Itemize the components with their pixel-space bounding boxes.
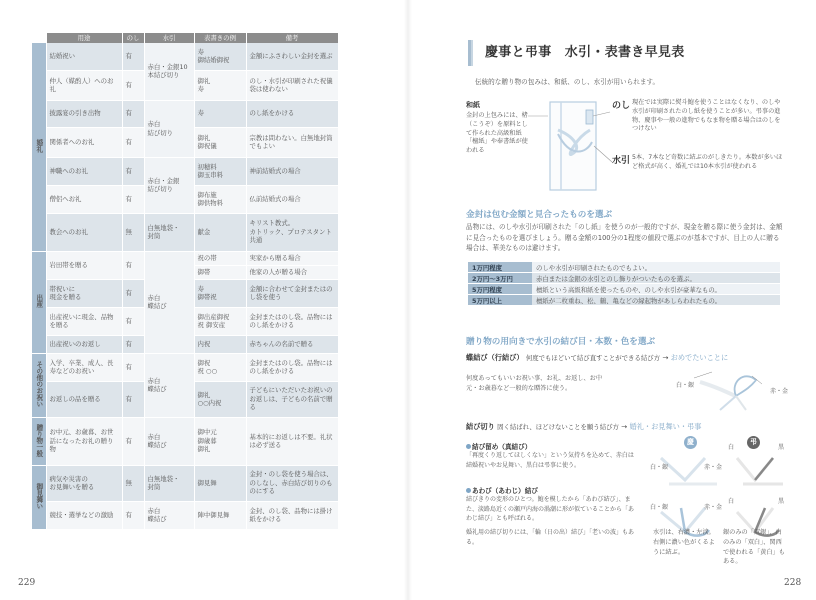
musubikiri-heading [466, 422, 701, 432]
musubitome-title: 結び留め（真結び） [472, 443, 532, 451]
cell-noshi: 有 [122, 43, 144, 70]
color-variant-note: 銀のみの「双銀」、白のみの「双白」、関西で使われる「黄白」もある。 [723, 529, 785, 566]
chouchou-usage: おめでたいことに [670, 353, 729, 362]
cell-noshi: 有 [122, 279, 144, 307]
cell-use: 入学、卒業、成人、長寿などのお祝い [46, 353, 122, 381]
price-row [468, 262, 780, 273]
title-accent-bar [468, 40, 473, 66]
price-row [468, 295, 780, 306]
label-white-silver-3: 白・銀 [650, 504, 669, 511]
label-white-1: 白 [728, 444, 735, 451]
noshi-text: 現在では実際に熨斗鮑を使うことはなくなり、のしや水引が印刷されたのし紙を使うことが多い。弔事の進物、慶事や一般の進物でもなま物を贈る場合はのしをつけない [632, 99, 781, 133]
label-white-silver-2: 白・銀 [650, 464, 669, 471]
cell-note: 金封またはのし袋。品物にはのし紙をかける [246, 307, 338, 335]
cell-omote: 御帯 [194, 265, 246, 279]
cell-omote: 祝の帯 [194, 251, 246, 265]
cell-mizuhiki: 赤白 蝶結び [144, 417, 194, 465]
category-sympathy: 御見舞い [32, 465, 46, 529]
mizuhiki-text: 5本、7本など奇数に結ぶのがしきたり。本数が多いほど格式が高く、婚礼では10本水引が使われる [632, 154, 783, 170]
cell-note: 神前結婚式の場合 [246, 157, 338, 185]
price-desc: 檀紙が二枚重ね、松、鶴、亀などの縁起物があしらわれたもの。 [532, 295, 780, 306]
cell-noshi: 有 [122, 353, 144, 381]
bullet-icon [466, 488, 471, 493]
arrow-icon: → [621, 422, 628, 431]
musubitome-heading [466, 441, 531, 451]
cell-use: 仲人（媒酌人）へのお礼 [46, 70, 122, 100]
table-header [32, 33, 338, 43]
page-number-right: 228 [784, 578, 802, 588]
cell-note: のし・水引が印刷された祝儀袋は使わない [246, 70, 338, 100]
chouchou-desc: 何度でもほどいて結び直すことができる結び方 [525, 354, 661, 362]
awabi-text: 結びきりの変形のひとつ。鮑を模したから「あわび結び」、また、淡路島近くの瀬戸内海の渦潮に形が似ていることから「あわじ結び」とも呼ばれる。 [466, 496, 635, 523]
cell-omote: 寿 御帯祝 [194, 279, 246, 307]
section-heading-money: 金封は包む金額と見合ったものを選ぶ [466, 210, 613, 220]
cell-omote: 御出産御祝 祝 御安産 [194, 307, 246, 335]
wedding-knot-text: 婚礼用の結び切りには、「輪（日の出）結び」「老いの波」もある。 [466, 529, 635, 546]
cell-mizuhiki: 赤白 結び切り [144, 100, 194, 157]
cell-noshi: 有 [122, 157, 144, 185]
cell-noshi: 有 [122, 100, 144, 127]
header-note: 備考 [246, 33, 338, 43]
table-row [32, 157, 338, 185]
chouchou-text: 何度あってもいいお祝い事、お礼、お返し、お中元・お歳暮など一般的な贈答に使う。 [466, 375, 603, 392]
cell-note: 金封、のし袋、品物には掛け紙をかける [246, 501, 338, 529]
musubikiri-name: 結び切り [466, 422, 495, 431]
washi-label: 和紙 [466, 101, 480, 109]
price-amount: 5万円程度 [468, 284, 532, 295]
cell-use: 岩田帯を贈る [46, 251, 122, 279]
table-row [32, 465, 338, 501]
cell-noshi: 有 [122, 501, 144, 529]
cell-use: 帯祝いに 現金を贈る [46, 279, 122, 307]
table-row [32, 100, 338, 127]
table-row [32, 43, 338, 70]
cell-omote: 御礼 寿 [194, 70, 246, 100]
cell-omote: 陣中御見舞 [194, 501, 246, 529]
cell-noshi: 有 [122, 70, 144, 100]
cell-omote: 内祝 [194, 335, 246, 353]
cell-use: 神職へのお礼 [46, 157, 122, 185]
cell-mizuhiki: 白無地袋・ 封筒 [144, 465, 194, 501]
mizuhiki-label: 水引 [612, 156, 631, 166]
cell-note: 赤ちゃんの名前で贈る [246, 335, 338, 353]
cell-omote: 初穂料 御玉串料 [194, 157, 246, 185]
cell-noshi: 無 [122, 465, 144, 501]
price-amount: 5万円以上 [468, 295, 532, 306]
kei-badge: 慶 [684, 436, 697, 449]
musubitome-text: 「再度くり返してほしくない」という気持ちを込めて、赤白は結婚祝いやお見舞い、黒白は弔事に使う。 [466, 452, 634, 469]
table-row [32, 213, 338, 251]
label-black-2: 黒 [778, 498, 785, 505]
header-noshi: のし [122, 33, 144, 43]
envelope-illustration [528, 98, 618, 194]
gift-etiquette-table [32, 33, 339, 530]
label-red-gold-1: 赤・金 [770, 388, 789, 395]
cell-omote: 御布施 御供物料 [194, 185, 246, 213]
label-red-gold-3: 赤・金 [704, 504, 723, 511]
musubikiri-desc: 固く結ばれ、ほどけないことを願う結び方 [497, 423, 619, 431]
label-black-1: 黒 [778, 444, 785, 451]
cell-noshi: 有 [122, 307, 144, 335]
bullet-icon [466, 444, 471, 449]
cell-note: キリスト教式。 カトリック、プロテスタント共通 [246, 213, 338, 251]
header-mizuhiki: 水引 [144, 33, 194, 43]
header-omote: 表書きの例 [194, 33, 246, 43]
chouchou-name: 蝶結び（行結び） [466, 353, 524, 362]
label-white-2: 白 [728, 498, 735, 505]
cell-note: 子どもにいただいたお祝いのお返しは、子どもの名前で贈る [246, 381, 338, 417]
cell-noshi: 有 [122, 251, 144, 279]
cell-use: 関係者へのお礼 [46, 127, 122, 157]
cell-noshi: 有 [122, 335, 144, 353]
cell-noshi: 有 [122, 185, 144, 213]
table-row [32, 417, 338, 465]
cell-omote: 御中元 御歳暮 御礼 [194, 417, 246, 465]
header-use: 用途 [46, 33, 122, 43]
cell-note: 仏前結婚式の場合 [246, 185, 338, 213]
cell-mizuhiki: 赤白・金銀10本結び切り [144, 43, 194, 100]
cell-use: お返しの品を贈る [46, 381, 122, 417]
price-row [468, 284, 780, 295]
cell-use: お中元、お歳暮、お世話になったお礼の贈り物 [46, 417, 122, 465]
cell-use: 僧侶へお礼 [46, 185, 122, 213]
noshi-label: のし [612, 101, 631, 111]
price-desc: 檀紙という高級和紙を使ったものや、のしや水引が豪華なもの。 [532, 284, 780, 295]
page-number-left: 229 [18, 578, 36, 588]
cell-note: 金額にふさわしい金封を選ぶ [246, 43, 338, 70]
category-wedding: 婚礼 [32, 43, 46, 251]
price-desc: のしや水引が印刷されたものでもよい。 [532, 262, 780, 273]
awabi-title: あわび（あわじ）結び [472, 487, 538, 495]
table-row [32, 501, 338, 529]
cell-note: 金封・のし袋を使う場合は、のしなし、赤白結び切りのものにする [246, 465, 338, 501]
color-rule-note: 水引は、右濃・左淡。右側に濃い色がくるように結ぶ。 [653, 529, 715, 556]
intro-text: 伝統的な贈り物の包みは、和紙、のし、水引が用いられます。 [475, 78, 660, 86]
price-amount: 1万円程度 [468, 262, 532, 273]
cell-note: 基本的にお返しは不要。礼状は必ず送る [246, 417, 338, 465]
cell-note: のし紙をかける [246, 100, 338, 127]
cell-note: 実家から贈る場合 [246, 251, 338, 265]
category-birth: 出産 [32, 251, 46, 353]
cell-mizuhiki: 赤白・金銀 結び切り [144, 157, 194, 213]
musubikiri-usage: 婚礼・お見舞い・弔事 [629, 422, 702, 431]
cell-use: 出産祝いのお返し [46, 335, 122, 353]
category-other-celebration: その他のお祝い [32, 353, 46, 417]
cell-omote: 御礼 ○○内祝 [194, 381, 246, 417]
washi-text: 金封の上包みには、楮（こうぞ）を原料として作られた高級和紙「檀紙」や奉書紙が使われる [466, 112, 528, 155]
price-desc: 赤白または金銀の水引とのし飾りがついたものを選ぶ。 [532, 273, 780, 284]
price-row [468, 273, 780, 284]
cell-noshi: 有 [122, 417, 144, 465]
arrow-icon: → [662, 353, 669, 362]
page-title: 慶事と弔事 水引・表書き早見表 [485, 45, 685, 60]
cell-note: 他家の人が贈る場合 [246, 265, 338, 279]
cell-omote: 寿 [194, 100, 246, 127]
awabi-heading [466, 485, 538, 495]
label-red-gold-2: 赤・金 [704, 464, 723, 471]
table-row [32, 251, 338, 265]
cell-use: 教会へのお礼 [46, 213, 122, 251]
cell-noshi: 有 [122, 127, 144, 157]
cell-noshi: 無 [122, 213, 144, 251]
cell-omote: 御礼 御祝儀 [194, 127, 246, 157]
price-table [468, 262, 780, 306]
category-general-gift: 贈り物一般 [32, 417, 46, 465]
cell-mizuhiki: 赤白 蝶結び [144, 501, 194, 529]
cell-use: 病気や災害の お見舞いを贈る [46, 465, 122, 501]
cell-note: 金封またはのし袋。品物にはのし紙をかける [246, 353, 338, 381]
cell-mizuhiki: 白無地袋・ 封筒 [144, 213, 194, 251]
cell-use: 結婚祝い [46, 43, 122, 70]
chouchou-knot-illustration [690, 366, 770, 412]
cho-badge: 弔 [747, 436, 760, 449]
section-heading-knots: 贈り物の用向きで水引の結び目・本数・色を選ぶ [466, 337, 656, 347]
cell-omote: 御見舞 [194, 465, 246, 501]
cell-use: 披露宴の引き出物 [46, 100, 122, 127]
cell-use: 出産祝いに現金、品物を贈る [46, 307, 122, 335]
cell-mizuhiki: 赤白 蝶結び [144, 353, 194, 417]
cell-note: 金額に合わせて金封またはのし袋を使う [246, 279, 338, 307]
cell-use: 競技・選挙などの激励 [46, 501, 122, 529]
table-row [32, 353, 338, 381]
chouchou-heading [466, 353, 728, 363]
label-white-silver-1: 白・銀 [676, 382, 695, 389]
book-gutter [404, 0, 412, 600]
cell-omote: 献金 [194, 213, 246, 251]
cell-omote: 御祝 祝 ○○ [194, 353, 246, 381]
cell-mizuhiki: 赤白 蝶結び [144, 251, 194, 353]
section-body-money: 品物には、のしや水引が印刷された「のし紙」を使うのが一般的ですが、現金を贈る際に使う金封は、金額に見合ったものを選びましょう。贈る金額の100分の1程度の値段で選ぶのが基本ですが、目上の人に贈る場合は、華美なものは避けます。 [466, 223, 783, 252]
cell-note: 宗教は問わない。白無地封筒でもよい [246, 127, 338, 157]
price-amount: 2万円～3万円 [468, 273, 532, 284]
cell-noshi: 有 [122, 381, 144, 417]
cell-omote: 寿 御結婚御祝 [194, 43, 246, 70]
